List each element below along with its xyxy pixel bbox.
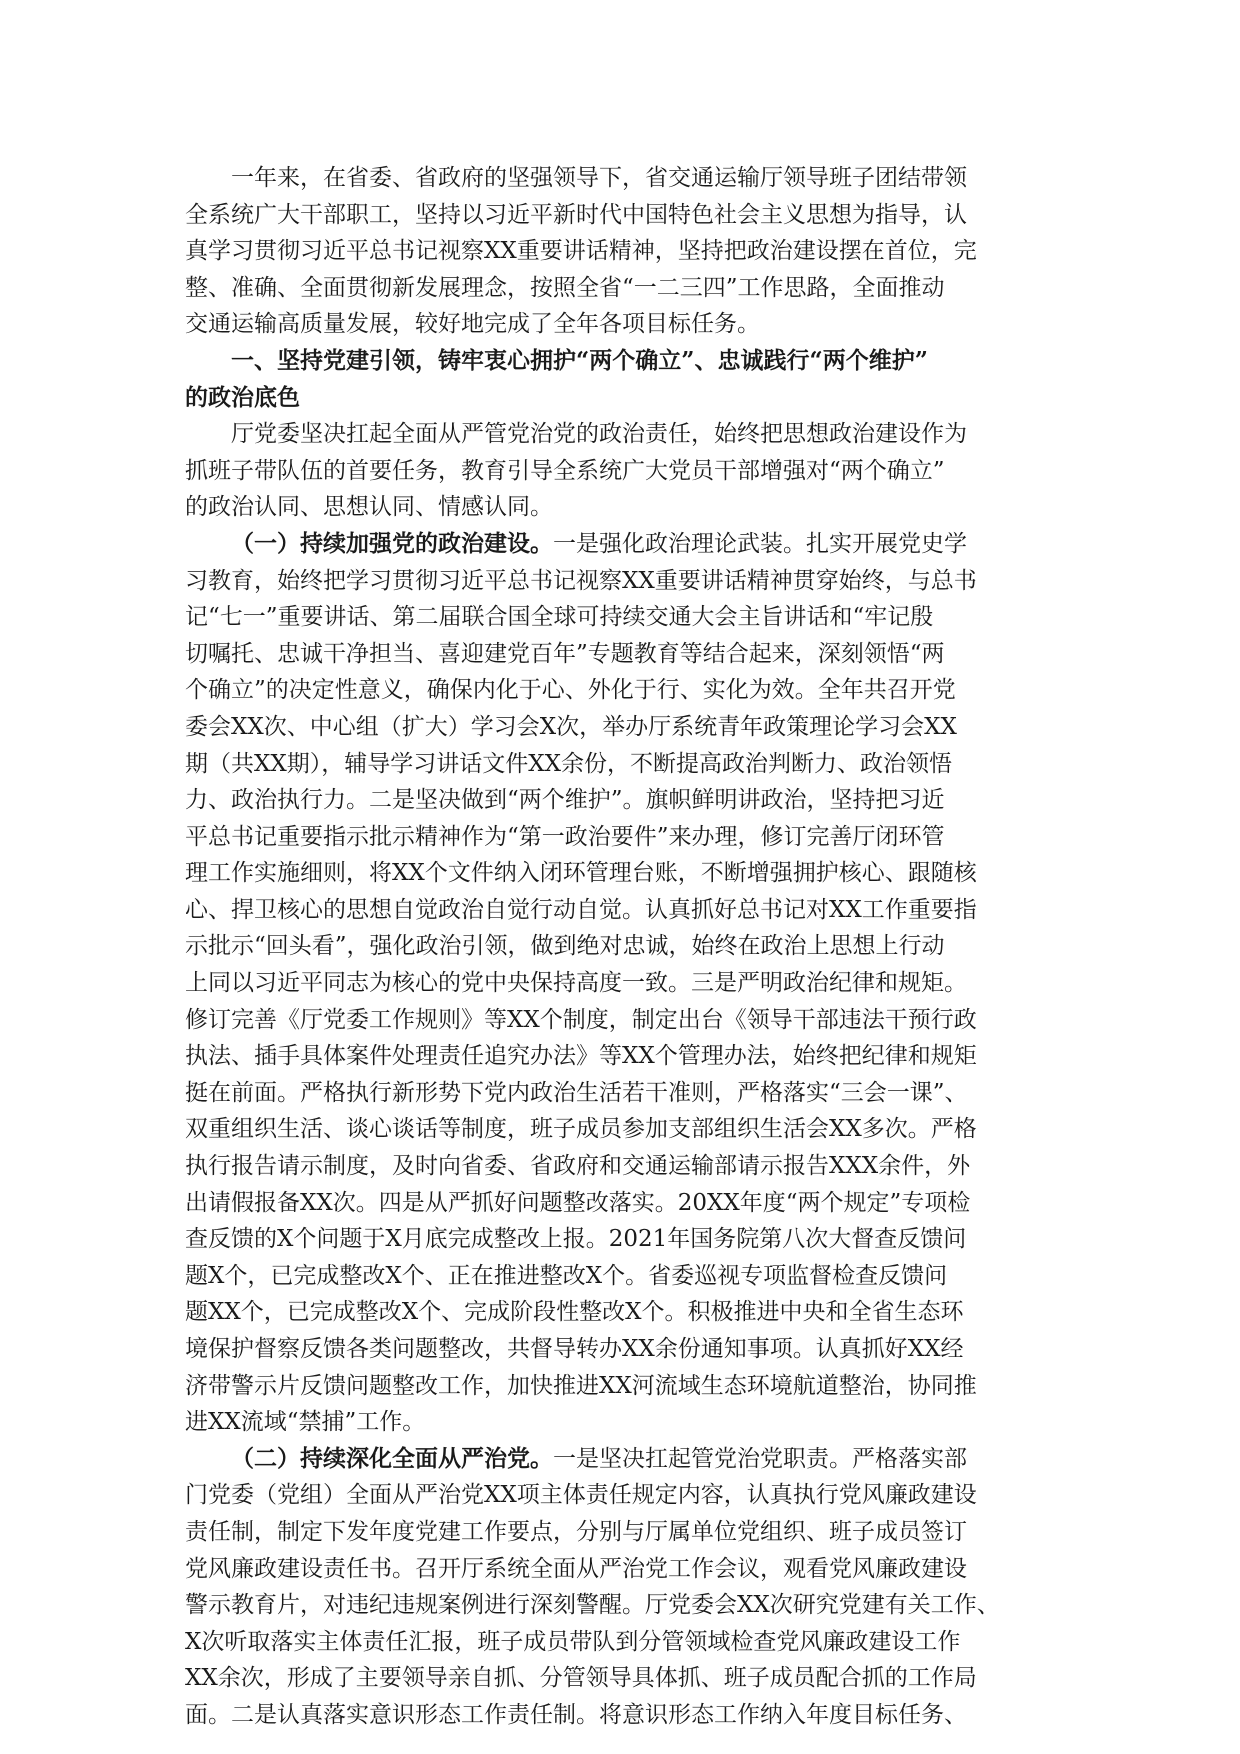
subsection-2-heading: （二）持续深化全面从严治党。 (231, 1444, 553, 1472)
subsection-1-paragraph (185, 526, 1055, 1441)
subsection-1-body: 一是强化政治理论武装。扎实开展党史学 习教育，始终把学习贯彻习近平总书记视察XX重要讲话精神贯穿始终，与总书 记“七一”重要讲话、第二届联合国全球可持续交通大会主旨讲话和“牢记殷 切嘱托、忠诚干净担当、喜迎建党百年”专题教育等结合起来，深刻领悟“两 个确立”的决定性意义，确保内化于心、外化于行、实化为效。全年共召开党 委会XX次、中心组（扩大）学习会X次，举办厅系统青年政策理论学习会XX 期（共XX期），辅导学习讲话文件XX余份，不断提高政治判断力、政治领悟 力、政治执行力。二是坚决做到“两个维护”。旗帜鲜明讲政治，坚持把习近 平总书记重要指示批示精神作为“第一政治要件”来办理，修订完善厅闭环管 理工作实施细则，将XX个文件纳入闭环管理台账，不断增强拥护核心、跟随核 心、捍卫核心的思想自觉政治自觉行动自觉。认真抓好总书记对XX工作重要指 示批示“回头看”，强化政治引领，做到绝对忠诚，始终在政治上思想上行动 上同以习近平同志为核心的党中央保持高度一致。三是严明政治纪律和规矩。 修订完善《厅党委工作规则》等XX个制度，制定出台《领导干部违法干预行政 执法、插手具体案件处理责任追究办法》等XX个管理办法，始终把纪律和规矩 挺在前面。严格执行新形势下党内政治生活若干准则，严格落实“三会一课”、 双重组织生活、谈心谈话等制度，班子成员参加支部组织生活会XX多次。严格 执行报告请示制度，及时向省委、省政府和交通运输部请示报告XXX余件，外 出请假报备XX次。四是从严抓好问题整改落实。20XX年度“两个规定”专项检 查反馈的X个问题于X月底完成整改上报。2021年国务院第八次大督查反馈问 题X个，已完成整改X个、正在推进整改X个。省委巡视专项监督检查反馈问 题XX个，已完成整改X个、完成阶段性整改X个。积极推进中央和全省生态环 境保护督察反馈各类问题整改，共督导转办XX余份通知事项。认真抓好XX经 济带警示片反馈问题整改工作，加快推进XX河流域生态环境航道整治，协同推 进XX流域“禁捕”工作。 (185, 530, 977, 1436)
intro-paragraph: 一年来，在省委、省政府的坚强领导下，省交通运输厅领导班子团结带领 全系统广大干部职工，坚持以习近平新时代中国特色社会主义思想为指导，认 真学习贯彻习近平总书记视察XX重要讲话精神，坚持把政治建设摆在首位，完 整、准确、全面贯彻新发展理念，按照全省“一二三四”工作思路，全面推动 交通运输高质量发展，较好地完成了全年各项目标任务。 (185, 165, 977, 338)
section-1-heading: 一、坚持党建引领，铸牢衷心拥护“两个确立”、忠诚践行“两个维护” 的政治底色 (185, 346, 928, 411)
subsection-1-heading: （一）持续加强党的政治建设。 (231, 529, 553, 557)
section-1-intro-paragraph: 厅党委坚决扛起全面从严管党治党的政治责任，始终把思想政治建设作为 抓班子带队伍的首要任务，教育引导全系统广大党员干部增强对“两个确立” 的政治认同、思想认同、情感认同。 (185, 421, 967, 521)
document-page (185, 160, 1055, 1734)
subsection-2-paragraph (185, 1441, 1055, 1734)
subsection-2-body: 一是坚决扛起管党治党职责。严格落实部 门党委（党组）全面从严治党XX项主体责任规定内容，认真执行党风廉政建设 责任制，制定下发年度党建工作要点，分别与厅属单位党组织、班子成员签订 党风廉政建设责任书。召开厅系统全面从严治党工作会议，观看党风廉政建设 警示教育片，对违纪违规案例进行深刻警醒。厅党委会XX次研究党建有关工作、 X次听取落实主体责任汇报，班子成员带队到分管领域检查党风廉政建设工作 XX余次，形成了主要领导亲自抓、分管领导具体抓、班子成员配合抓的工作局 面。二是认真落实意识形态工作责任制。将意识形态工作纳入年度目标任务、 (185, 1445, 1000, 1728)
